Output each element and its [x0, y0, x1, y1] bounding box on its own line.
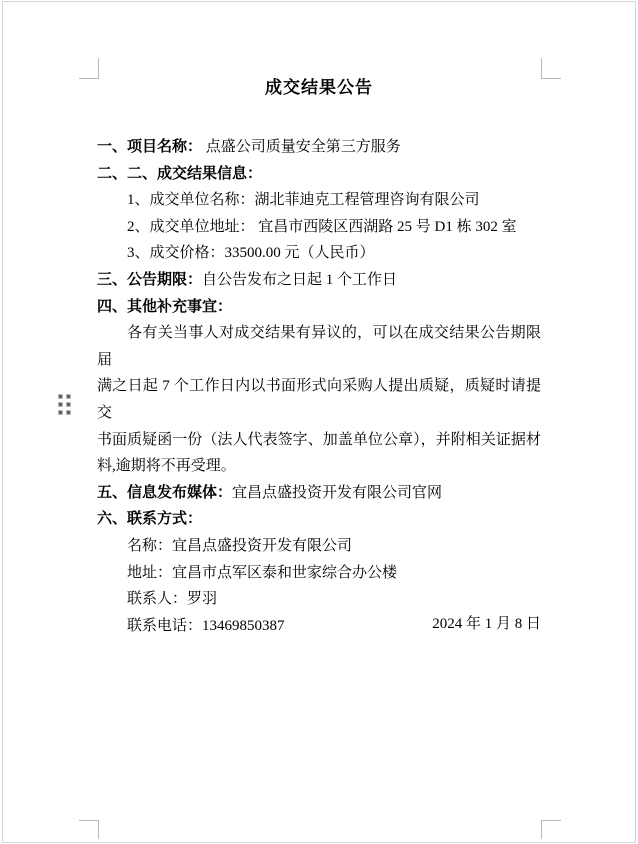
- section-text: 宜昌点盛投资开发有限公司官网: [232, 484, 443, 501]
- line-result-info-heading: [97, 161, 541, 188]
- item-text: 1、成交单位名称：湖北菲迪克工程管理咨询有限公司: [127, 192, 480, 209]
- section-label: 五、信息发布媒体：: [97, 483, 233, 501]
- paragraph-line-2: [97, 373, 541, 426]
- line-winner-address: [97, 214, 541, 241]
- item-text: 3、成交价格：33500.00 元（人民币）: [127, 245, 375, 262]
- line-contact-name: [97, 533, 541, 560]
- section-label: 二、二、成交结果信息：: [97, 164, 263, 182]
- item-text: 2、成交单位地址： 宜昌市西陵区西湖路 25 号 D1 栋 302 室: [127, 218, 517, 235]
- paragraph-line-3: [97, 427, 541, 454]
- line-contact-heading: [97, 506, 541, 533]
- line-supplement-heading: [97, 294, 541, 321]
- document-body: [97, 134, 541, 639]
- item-text: 联系人：罗羽: [127, 591, 218, 608]
- line-contact-person: [97, 586, 541, 613]
- line-publish-media: [97, 480, 541, 507]
- section-label: 一、项目名称：: [97, 138, 203, 155]
- section-label: 三、公告期限：: [97, 270, 203, 288]
- drag-handle-icon[interactable]: [58, 394, 72, 416]
- page-title: 成交结果公告: [265, 78, 373, 97]
- paragraph-line-1: [97, 320, 541, 373]
- section-label: 四、其他补充事宜：: [97, 297, 233, 315]
- section-text: 自公告发布之日起 1 个工作日: [202, 271, 398, 288]
- line-deal-price: [97, 240, 541, 267]
- paragraph-text: 料,逾期将不再受理。: [97, 458, 236, 475]
- line-project-name: [97, 134, 541, 161]
- paragraph-text: 各有关当事人对成交结果有异议的，可以在成交结果公告期限届: [97, 325, 541, 368]
- paragraph-text: 书面质疑函一份（法人代表签字、加盖单位公章），并附相关证据材: [97, 431, 541, 448]
- text-boundary-mark-bottom-right: [541, 820, 561, 839]
- paragraph-line-4: [97, 453, 541, 480]
- line-contact-address: [97, 560, 541, 587]
- line-winner-name: [97, 187, 541, 214]
- item-text: 名称：宜昌点盛投资开发有限公司: [127, 537, 353, 554]
- section-label: 六、联系方式：: [97, 510, 203, 528]
- item-text: 联系电话：13469850387: [127, 617, 285, 634]
- section-text: 点盛公司质量安全第三方服务: [202, 139, 401, 155]
- paragraph-text: 满之日起 7 个工作日内以书面形式向采购人提出质疑，质疑时请提交: [97, 378, 541, 421]
- document-date: 2024 年 1 月 8 日: [432, 616, 541, 632]
- line-announcement-period: [97, 267, 541, 294]
- text-boundary-mark-bottom-left: [79, 820, 99, 839]
- item-text: 地址：宜昌市点军区泰和世家综合办公楼: [127, 564, 398, 581]
